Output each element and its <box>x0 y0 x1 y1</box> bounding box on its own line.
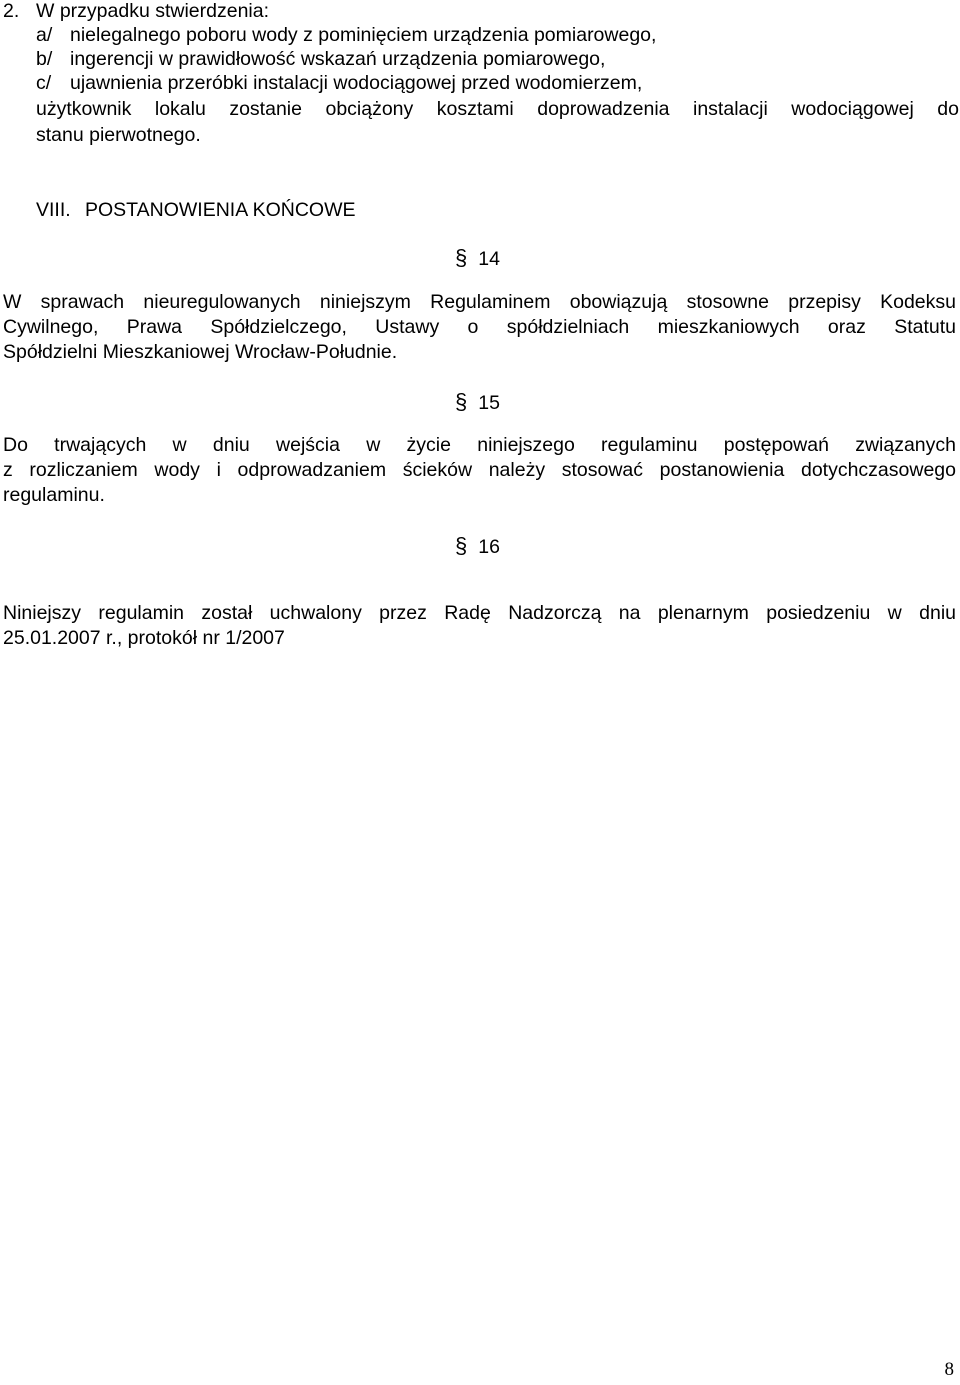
consequence-line-2: stanu pierwotnego. <box>36 124 201 146</box>
item-a-text: nielegalnego poboru wody z pominięciem urządzenia pomiarowego, <box>70 24 657 46</box>
paragraph-14-line-1: W sprawach nieuregulowanych niniejszym Regulaminem obowiązują stosowne przepisy Kodeksu <box>3 291 956 313</box>
section-title: POSTANOWIENIA KOŃCOWE <box>85 199 356 221</box>
point-2-intro: W przypadku stwierdzenia: <box>36 0 270 22</box>
paragraph-number: 15 <box>478 392 500 414</box>
paragraph-16-line-1: Niniejszy regulamin został uchwalony przez Radę Nadzorczą na plenarnym posiedzeniu w dniu <box>3 602 956 624</box>
page-number: 8 <box>944 1359 954 1380</box>
section-sign: § <box>455 389 468 414</box>
paragraph-14-heading <box>455 245 500 271</box>
paragraph-14-line-3: Spółdzielni Mieszkaniowej Wrocław-Południe. <box>3 341 398 363</box>
point-2-number: 2. <box>3 0 20 22</box>
item-b-marker: b/ <box>36 48 53 70</box>
item-c-marker: c/ <box>36 72 52 94</box>
paragraph-15-line-1: Do trwających w dniu wejścia w życie niniejszego regulaminu postępowań związanych <box>3 434 956 456</box>
section-number: VIII. <box>36 199 71 221</box>
item-a-marker: a/ <box>36 24 53 46</box>
paragraph-15-line-3: regulaminu. <box>3 484 105 506</box>
paragraph-16-line-2: 25.01.2007 r., protokół nr 1/2007 <box>3 627 285 649</box>
section-sign: § <box>455 533 468 558</box>
item-c-text: ujawnienia przeróbki instalacji wodociągowej przed wodomierzem, <box>70 72 643 94</box>
section-sign: § <box>455 245 468 270</box>
paragraph-14-line-2: Cywilnego, Prawa Spółdzielczego, Ustawy o spółdzielniach mieszkaniowych oraz Statutu <box>3 316 956 338</box>
paragraph-number: 14 <box>478 248 500 270</box>
paragraph-16-heading <box>455 533 500 559</box>
paragraph-number: 16 <box>478 536 500 558</box>
paragraph-15-line-2: z rozliczaniem wody i odprowadzaniem ścieków należy stosować postanowienia dotychczasowego <box>3 459 956 481</box>
item-b-text: ingerencji w prawidłowość wskazań urządzenia pomiarowego, <box>70 48 606 70</box>
paragraph-15-heading <box>455 389 500 415</box>
consequence-line-1: użytkownik lokalu zostanie obciążony kosztami doprowadzenia instalacji wodociągowej do <box>36 98 959 120</box>
